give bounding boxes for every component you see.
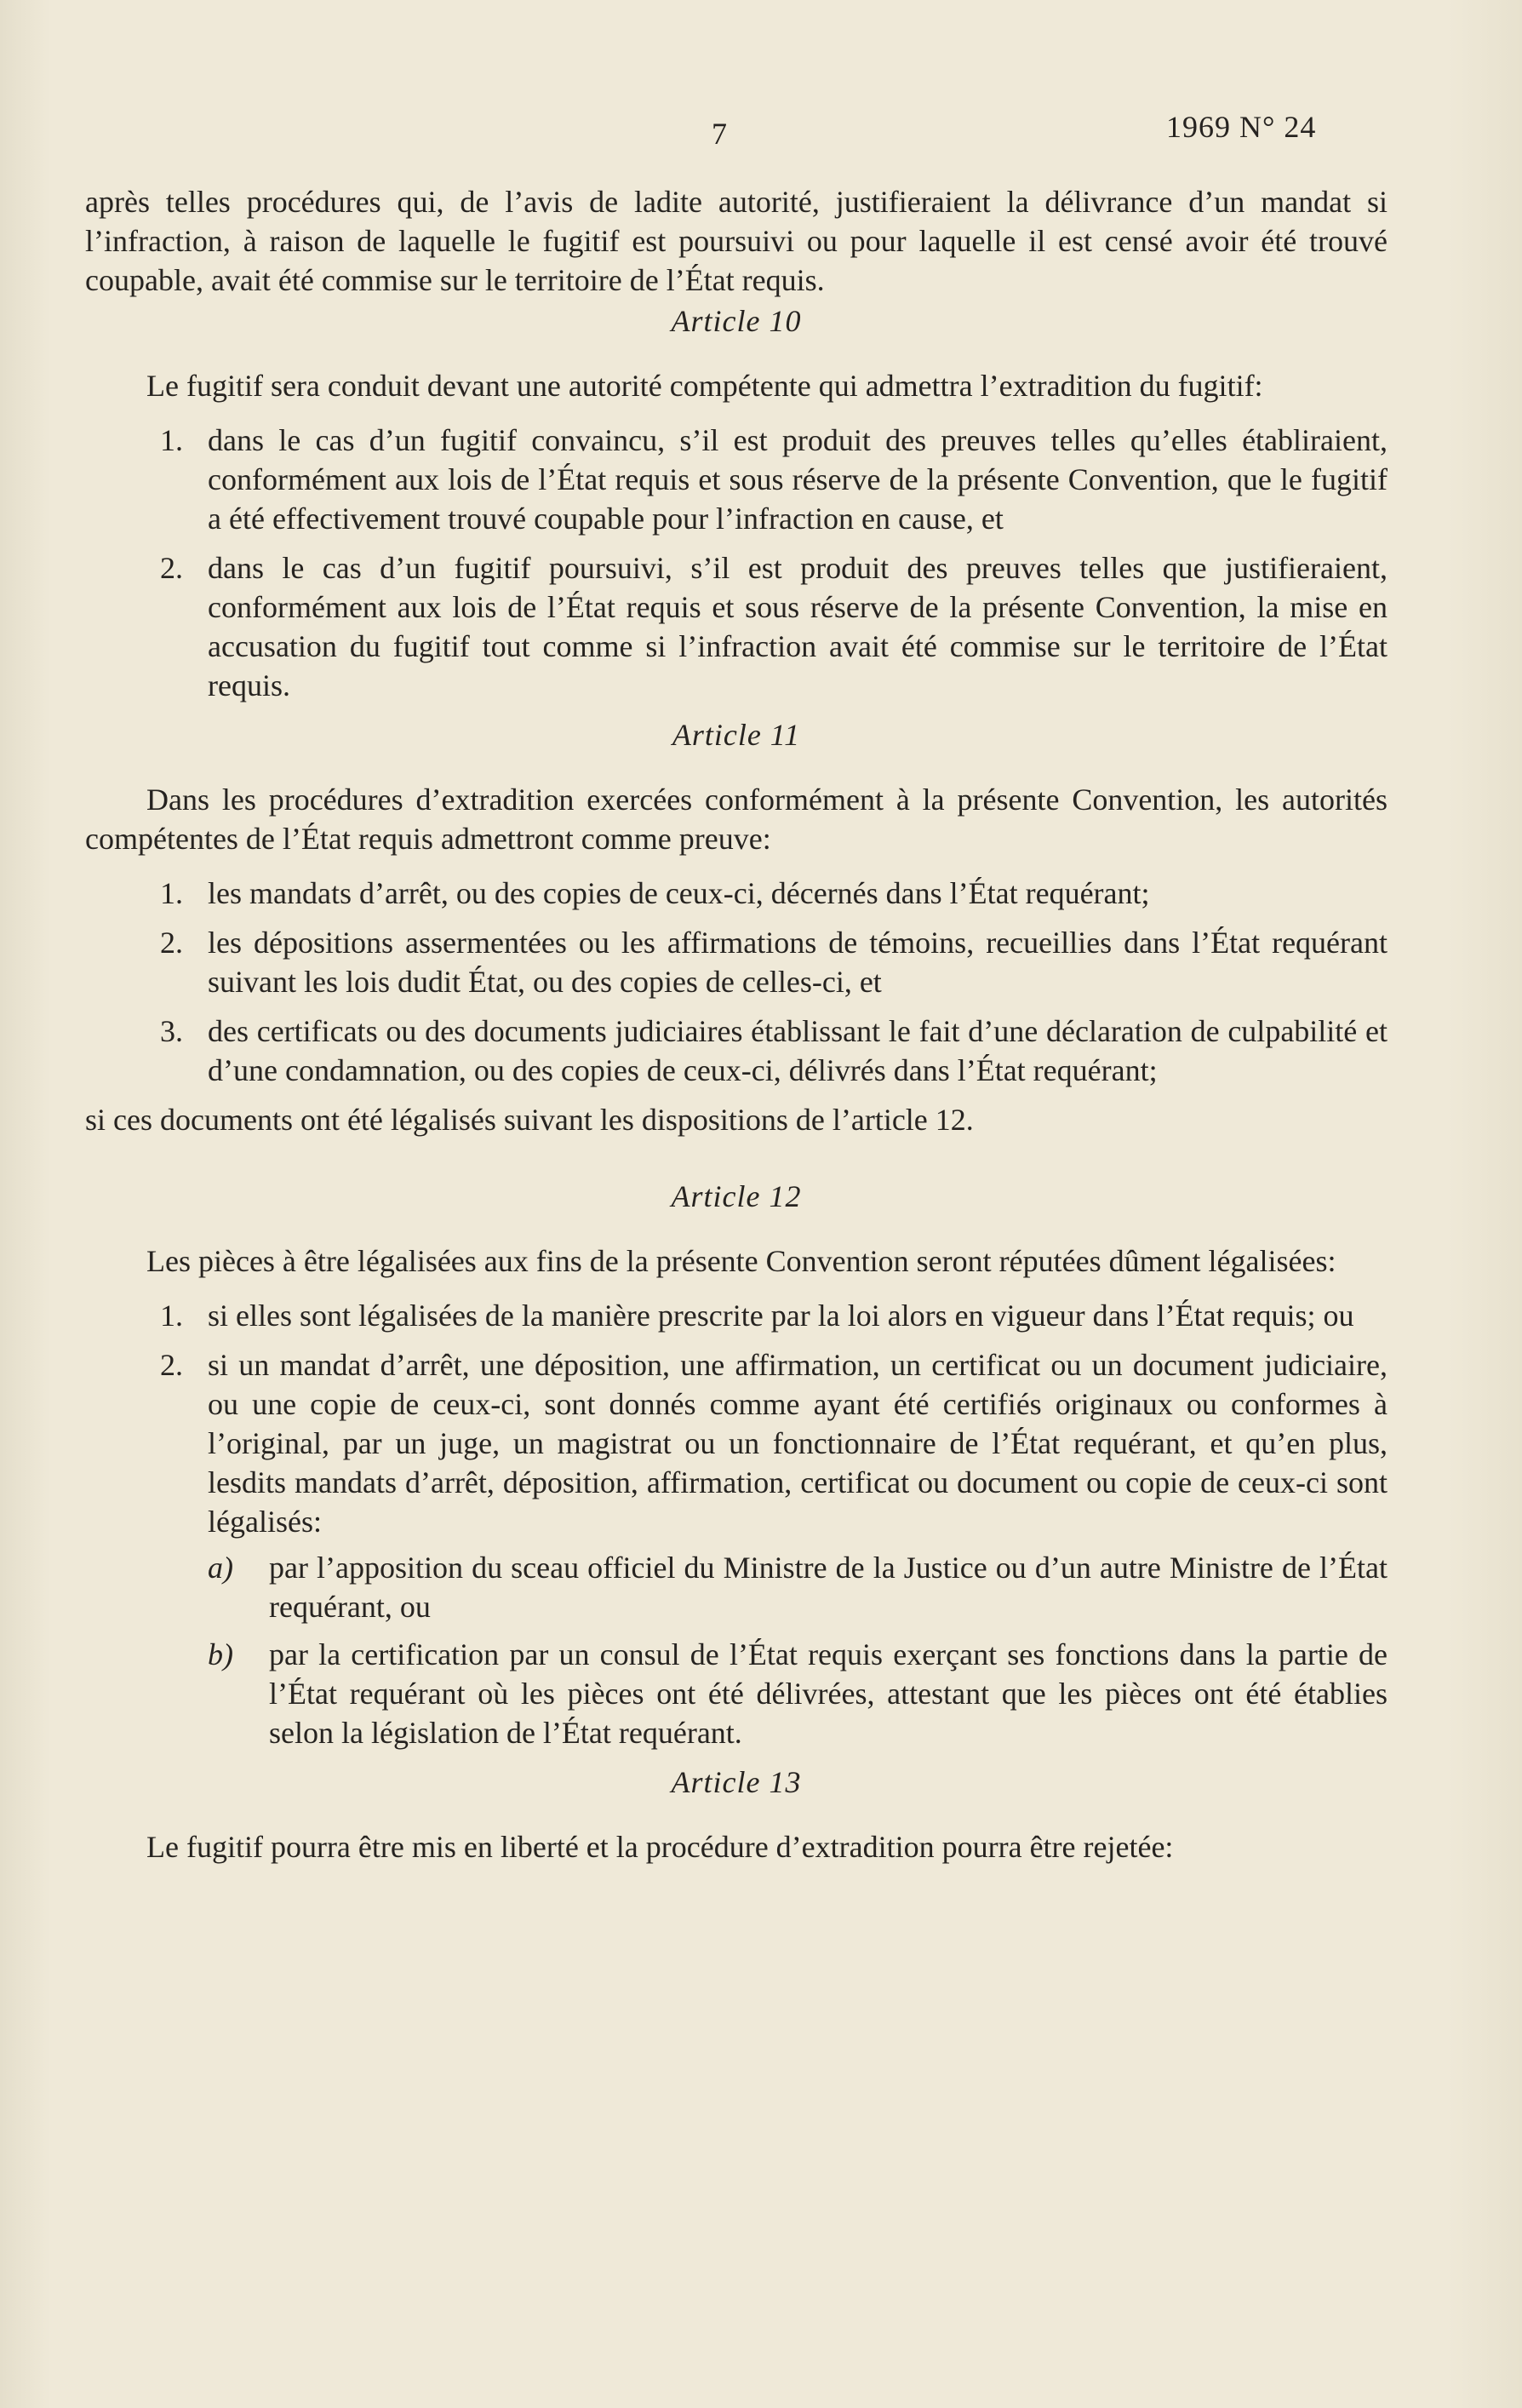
sub-item-text: par la certification par un consul de l’État requis exerçant ses fonctions dans la partie de l’État requérant où les pièces ont été délivrées, attestant que les pièces ont été établies selon la législation de l’État requérant. [269,1637,1388,1750]
item-text: si un mandat d’arrêt, une déposition, une affirmation, un certificat ou un document judiciaire, ou une copie de ceux-ci, sont donnés comme ayant été certifiés originaux ou conformes à l’original, par un juge, un magistrat ou un fonctionnaire de l’État requérant, et qu’en plus, lesdits mandats d’arrêt, déposition, affirmation, certificat ou document ou copie de ceux-ci sont légalisés: [208,1348,1388,1539]
article-12-sublist [208,1548,1388,1752]
article-12-list [85,1296,1388,1752]
item-number: 2. [160,1348,183,1382]
document-body [85,182,1388,1866]
article-11-closing: si ces documents ont été légalisés suivant les dispositions de l’article 12. [85,1103,974,1137]
sub-list-item [208,1635,1388,1752]
item-text: si elles sont légalisées de la manière prescrite par la loi alors en vigueur dans l’État requis; ou [208,1299,1354,1333]
sub-item-letter: a) [208,1551,233,1585]
list-item [85,1296,1388,1335]
article-10-title: Article 10 [671,304,802,338]
document-reference: 1969 N° 24 [1166,110,1317,144]
sub-item-letter: b) [208,1637,233,1671]
list-item [85,874,1388,913]
article-12-title: Article 12 [671,1179,802,1213]
item-text: des certificats ou des documents judiciaires établissant le fait d’une déclaration de culpabilité et d’une condamnation, ou des copies de ceux-ci, délivrés dans l’État requérant; [208,1014,1388,1087]
item-number: 2. [160,926,183,960]
item-text: les mandats d’arrêt, ou des copies de ceux-ci, décernés dans l’État requérant; [208,876,1150,910]
article-13-lead: Le fugitif pourra être mis en liberté et la procédure d’extradition pourra être rejetée: [146,1830,1174,1864]
article-11-title: Article 11 [672,718,801,752]
intro-paragraph: après telles procédures qui, de l’avis de ladite autorité, justifieraient la délivrance d’un mandat si l’infraction, à raison de laquelle le fugitif est poursuivi ou pour laquelle il est censé avoir été trouvé coupable, avait été commise sur le territoire de l’État requis. [85,185,1388,297]
item-text: les dépositions assermentées ou les affirmations de témoins, recueillies dans l’État requérant suivant les lois dudit État, ou des copies de celles-ci, et [208,926,1388,999]
sub-list-item [208,1548,1388,1626]
page-number: 7 [712,117,727,151]
list-item [85,421,1388,538]
item-number: 1. [160,423,183,457]
item-number: 2. [160,551,183,585]
article-13-title: Article 13 [671,1765,802,1799]
item-number: 3. [160,1014,183,1048]
article-11-list [85,874,1388,1090]
item-text: dans le cas d’un fugitif convaincu, s’il est produit des preuves telles qu’elles établiraient, conformément aux lois de l’État requis et sous réserve de la présente Convention, que le fugitif a été effectivement trouvé coupable pour l’infraction en cause, et [208,423,1388,536]
list-item [85,923,1388,1001]
item-text: dans le cas d’un fugitif poursuivi, s’il est produit des preuves telles que justifieraient, conformément aux lois de l’État requis et sous réserve de la présente Convention, la mise en accusation du fugitif tout comme si l’infraction avait été commise sur le territoire de l’État requis. [208,551,1388,702]
article-12-lead: Les pièces à être légalisées aux fins de la présente Convention seront réputées dûment légalisées: [146,1244,1336,1278]
item-number: 1. [160,876,183,910]
item-number: 1. [160,1299,183,1333]
sub-item-text: par l’apposition du sceau officiel du Ministre de la Justice ou d’un autre Ministre de l’État requérant, ou [269,1551,1388,1624]
article-11-lead: Dans les procédures d’extradition exercées conformément à la présente Convention, les autorités compétentes de l’État requis admettront comme preuve: [85,783,1388,856]
article-10-lead: Le fugitif sera conduit devant une autorité compétente qui admettra l’extradition du fugitif: [146,369,1263,403]
article-10-list [85,421,1388,705]
list-item [85,1345,1388,1752]
list-item [85,1012,1388,1090]
list-item [85,548,1388,705]
page-header [0,100,1522,152]
